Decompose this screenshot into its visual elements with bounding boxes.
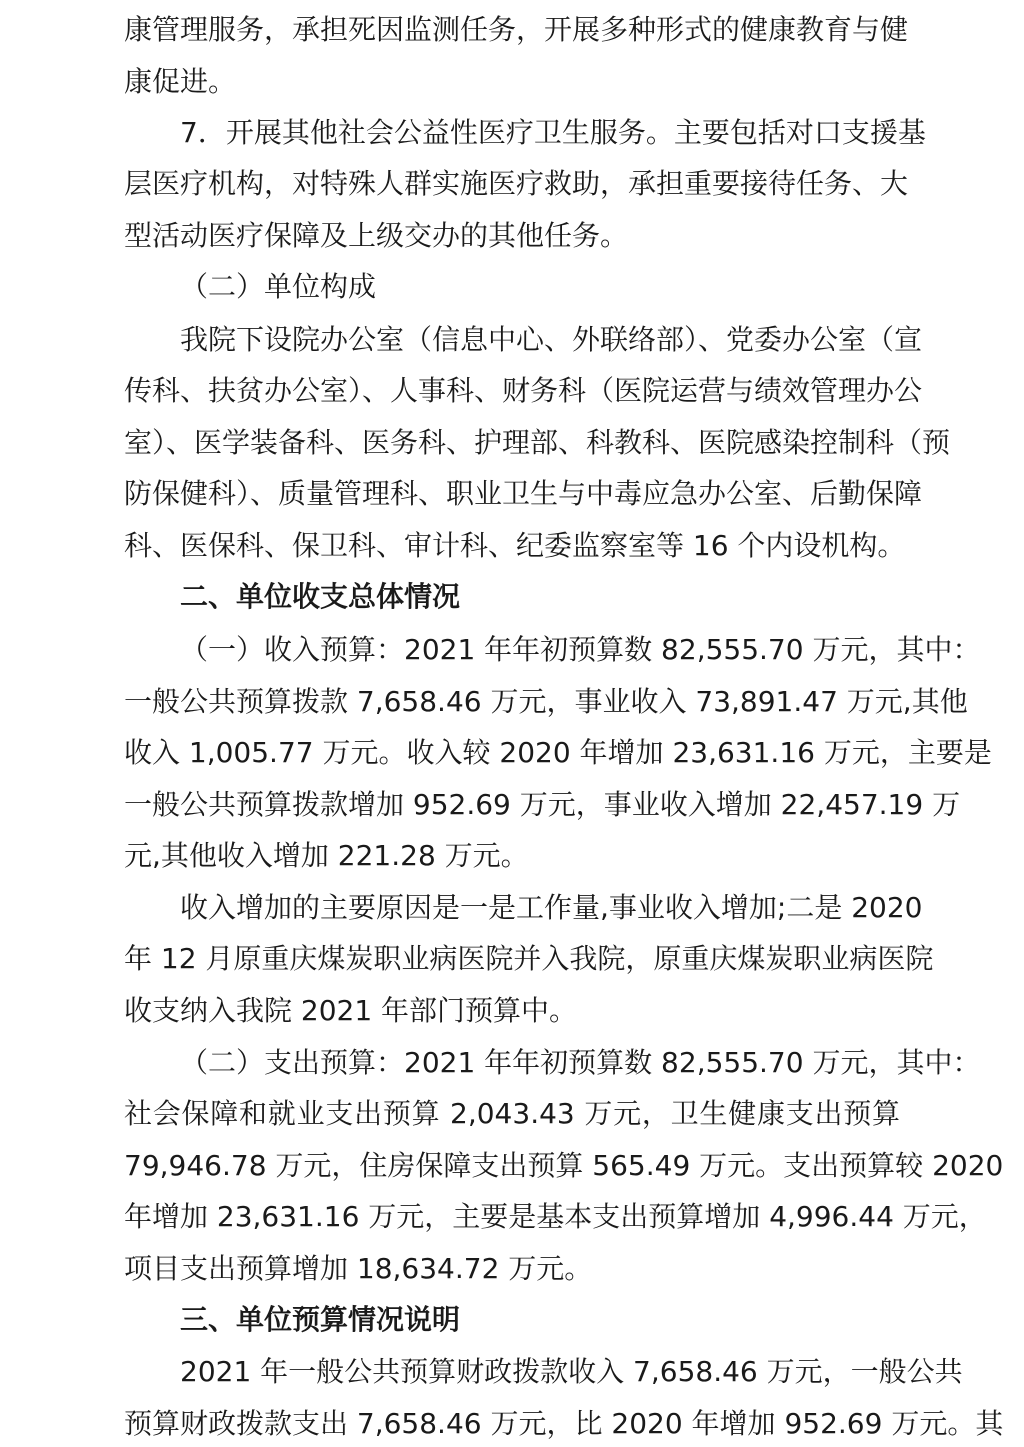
text-line: （一）收入预算：2021 年年初预算数 82,555.70 万元，其中： [180,633,981,666]
text-line: 2021 年一般公共预算财政拨款收入 7,658.46 万元，一般公共 [180,1355,963,1388]
text-line: 收入 1,005.77 万元。收入较 2020 年增加 23,631.16 万元，主要是 [124,736,992,769]
text-line: 收入增加的主要原因是一是工作量,事业收入增加;二是 2020 [180,891,923,924]
text-line: 室）、医学装备科、医务科、护理部、科教科、医院感染控制科（预 [124,426,951,459]
text-line: 型活动医疗保障及上级交办的其他任务。 [124,219,629,252]
text-line: 防保健科）、质量管理科、职业卫生与中毒应急办公室、后勤保障 [124,477,923,510]
text-line: 社会保障和就业支出预算 2,043.43 万元，卫生健康支出预算 [124,1097,900,1130]
text-line: 项目支出预算增加 18,634.72 万元。 [124,1252,593,1285]
text-line: 科、医保科、保卫科、审计科、纪委监察室等 16 个内设机构。 [124,529,906,562]
section-heading: 三、单位预算情况说明 [180,1303,461,1336]
text-line: 一般公共预算拨款增加 952.69 万元，事业收入增加 22,457.19 万 [124,788,961,821]
text-line: 年 12 月原重庆煤炭职业病医院并入我院，原重庆煤炭职业病医院 [124,942,934,975]
text-line: 一般公共预算拨款 7,658.46 万元，事业收入 73,891.47 万元,其他 [124,685,968,718]
text-line: 康管理服务，承担死因监测任务，开展多种形式的健康教育与健 [124,13,909,46]
text-line: 我院下设院办公室（信息中心、外联络部）、党委办公室（宣 [180,323,923,356]
section-subheading: （二）单位构成 [180,270,377,303]
text-line: 层医疗机构，对特殊人群实施医疗救助，承担重要接待任务、大 [124,167,909,200]
text-line: 年增加 23,631.16 万元，主要是基本支出预算增加 4,996.44 万元， [124,1200,987,1233]
text-line: 传科、扶贫办公室）、人事科、财务科（医院运营与绩效管理办公 [124,374,923,407]
text-line: 79,946.78 万元，住房保障支出预算 565.49 万元。支出预算较 2020 [124,1149,1004,1182]
section-heading: 二、单位收支总体情况 [180,580,461,613]
text-line: 预算财政拨款支出 7,658.46 万元，比 2020 年增加 952.69 万元。其 [124,1407,1004,1440]
text-line: （二）支出预算：2021 年年初预算数 82,555.70 万元，其中： [180,1046,981,1079]
text-line: 收支纳入我院 2021 年部门预算中。 [124,994,578,1027]
text-line: 7．开展其他社会公益性医疗卫生服务。主要包括对口支援基 [180,116,926,149]
text-line: 康促进。 [124,65,237,98]
text-line: 元,其他收入增加 221.28 万元。 [124,839,529,872]
